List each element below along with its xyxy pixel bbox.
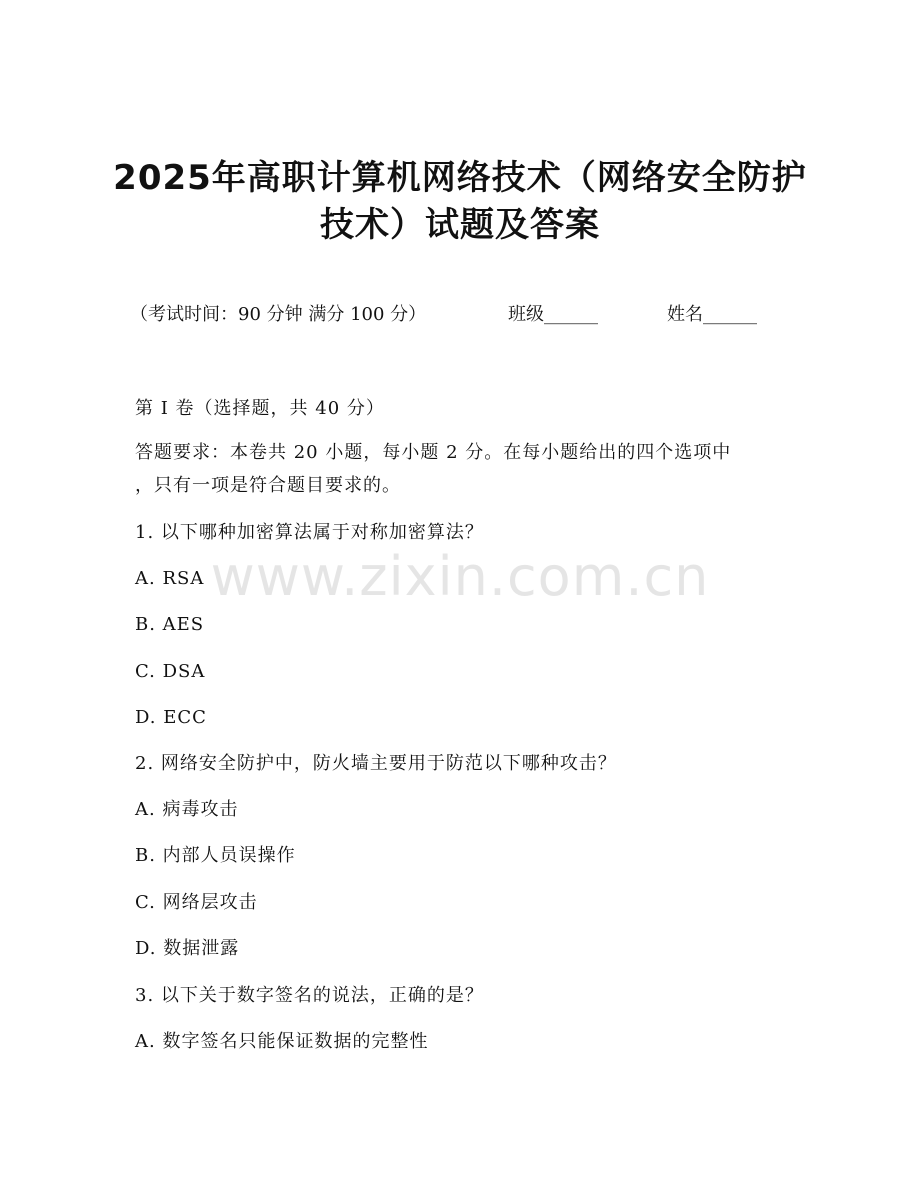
instructions-line-2: ，只有一项是符合题目要求的。: [135, 475, 401, 496]
question-2-option-d: D. 数据泄露: [135, 938, 240, 959]
question-1-option-a: A. RSA: [135, 568, 205, 589]
exam-time-text: （考试时间：90 分钟 满分 100 分）: [130, 304, 427, 325]
document-title-line-2: 技术）试题及答案: [320, 205, 600, 245]
name-field: 姓名______: [667, 304, 757, 325]
document-title-line-1: 2025年高职计算机网络技术（网络安全防护: [113, 158, 807, 198]
question-3-stem: 3. 以下关于数字签名的说法，正确的是？: [135, 985, 484, 1006]
watermark: www.zixin.com.cn: [210, 545, 710, 608]
question-2-option-a: A. 病毒攻击: [135, 799, 239, 820]
question-2-stem: 2. 网络安全防护中，防火墙主要用于防范以下哪种攻击？: [135, 753, 617, 774]
instructions-line-1: 答题要求：本卷共 20 小题，每小题 2 分。在每小题给出的四个选项中: [135, 442, 732, 463]
question-1-option-d: D. ECC: [135, 707, 207, 728]
question-1-stem: 1. 以下哪种加密算法属于对称加密算法？: [135, 522, 484, 543]
question-2-option-c: C. 网络层攻击: [135, 892, 258, 913]
exam-info-line: [130, 302, 790, 328]
question-2-option-b: B. 内部人员误操作: [135, 845, 296, 866]
question-1-option-c: C. DSA: [135, 661, 206, 682]
class-field: 班级______: [508, 304, 598, 325]
question-3-option-a: A. 数字签名只能保证数据的完整性: [135, 1031, 429, 1052]
question-1-option-b: B. AES: [135, 614, 205, 635]
section-title: 第 I 卷（选择题，共 40 分）: [135, 398, 385, 419]
